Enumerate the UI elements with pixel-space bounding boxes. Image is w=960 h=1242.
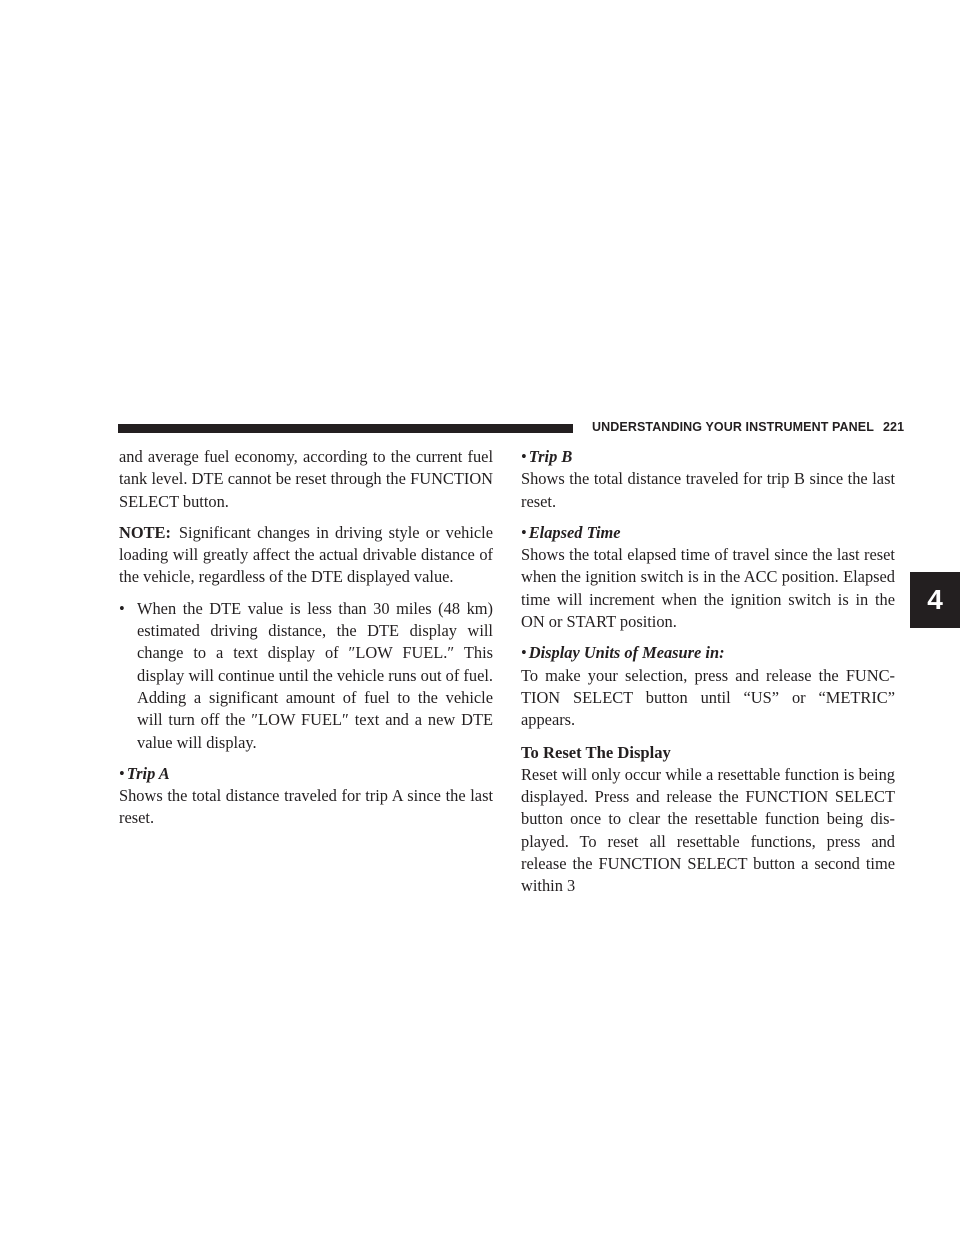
display-units-heading: Display Units of Measure in:: [528, 643, 725, 663]
bullet-icon: •: [521, 522, 527, 542]
note-text: Significant changes in driving style or vehicle loading will greatly affect the actual drivable distance of the vehicle, regardless of the DTE displayed value.: [119, 522, 493, 587]
reset-display-text: Reset will only occur while a resettable function is being displayed. Press and release the FUNCTION SELECT button once to clear the resettable function being dis-played. To reset all resettable functions, press and release the FUNCTION SELECT button a second time within 3: [521, 764, 895, 896]
trip-a-heading: Trip A: [126, 763, 170, 783]
low-fuel-text: When the DTE value is less than 30 miles (48 km) estimated driving distance, the DTE display will change to a text display of ″LOW FUEL.″ This display will continue until the vehicle runs out of fuel. Adding a significant amount of fuel to the vehicle will turn off the ″LOW FUEL″ text and a new DTE value will display.: [137, 598, 493, 752]
trip-b-bullet: [521, 446, 895, 468]
trip-a-bullet: [119, 763, 493, 785]
page-number: 221: [882, 420, 905, 434]
header-title-text: UNDERSTANDING YOUR INSTRUMENT PANEL: [592, 420, 874, 434]
reset-display-heading: To Reset The Display: [521, 742, 671, 762]
note-paragraph: [119, 522, 493, 589]
right-column: [521, 446, 895, 898]
dte-continuation-paragraph: and average fuel economy, according to the current fuel tank level. DTE cannot be reset through the FUNCTION SELECT button.: [119, 447, 493, 511]
bullet-icon: •: [521, 447, 527, 466]
trip-a-text: Shows the total distance traveled for trip A since the last reset.: [119, 786, 493, 828]
left-column: [119, 446, 493, 830]
header-rule: [118, 424, 573, 433]
display-units-text: To make your selection, press and release the FUNC-TION SELECT button until “US” or “METRIC” appears.: [521, 665, 895, 730]
display-units-bullet: [521, 642, 895, 664]
elapsed-time-bullet: [521, 522, 895, 544]
bullet-icon: •: [521, 643, 527, 663]
trip-b-text: Shows the total distance traveled for trip B since the last reset.: [521, 469, 895, 511]
bullet-icon: •: [119, 598, 125, 618]
low-fuel-bullet: [119, 598, 493, 754]
running-header: [592, 420, 904, 434]
bullet-icon: •: [119, 763, 125, 783]
trip-b-heading: Trip B: [528, 447, 573, 466]
note-label: NOTE:: [119, 522, 171, 542]
elapsed-time-heading: Elapsed Time: [528, 522, 621, 542]
elapsed-time-text: Shows the total elapsed time of travel since the last reset when the ignition switch is in the ACC position. Elapsed time will increment when the ignition switch is in the ON or START position.: [521, 545, 895, 632]
chapter-tab: 4: [910, 572, 960, 628]
